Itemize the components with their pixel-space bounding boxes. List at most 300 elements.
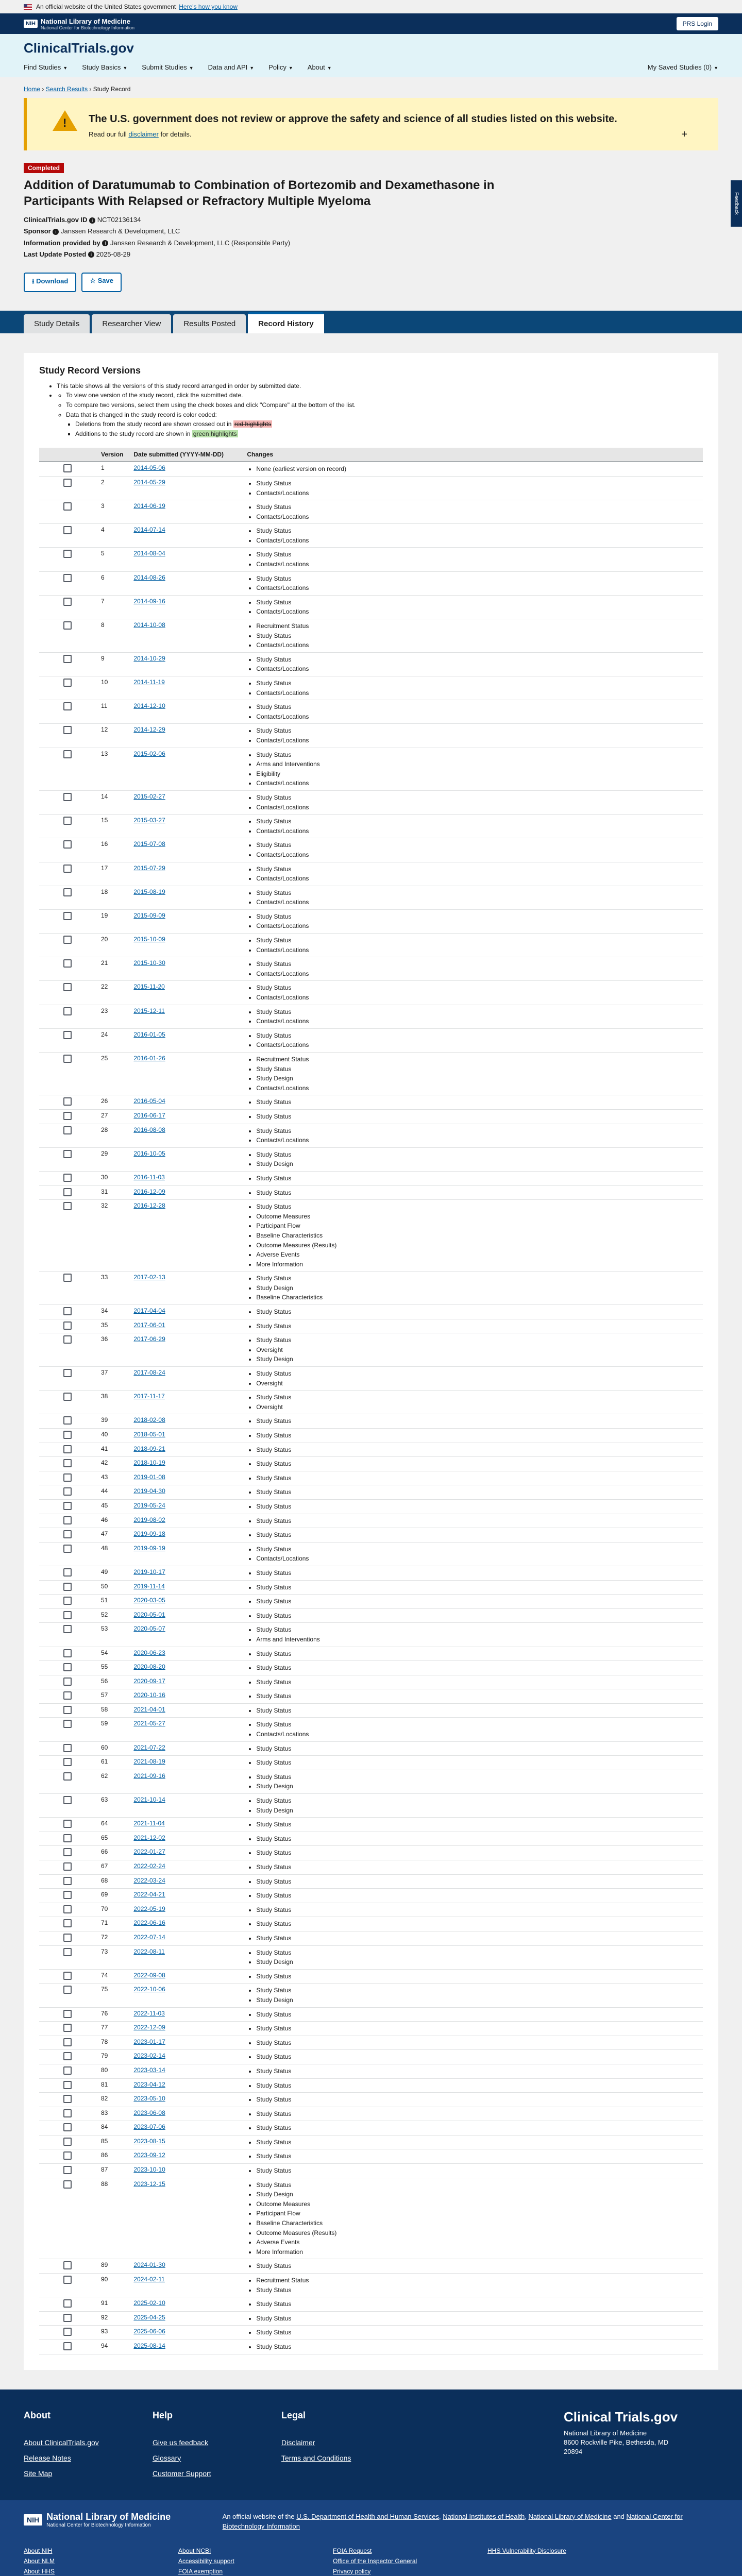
- tab-study-details[interactable]: Study Details: [24, 314, 90, 333]
- breadcrumb-separator-icon: ›: [89, 86, 93, 93]
- version-date-link[interactable]: 2019-04-30: [133, 1487, 165, 1495]
- footer-link[interactable]: About HHS: [24, 2567, 55, 2575]
- footer-link[interactable]: Customer Support: [153, 2469, 211, 2478]
- change-item: • Study Design: [256, 1074, 698, 1083]
- version-date-link[interactable]: 2014-07-14: [133, 526, 165, 534]
- nav-study-basics[interactable]: [82, 63, 127, 71]
- version-date-link[interactable]: 2014-05-29: [133, 478, 165, 486]
- compare-checkbox[interactable]: [63, 1393, 72, 1401]
- table-row: [39, 748, 703, 790]
- version-date-link[interactable]: 2017-11-17: [133, 1393, 165, 1400]
- version-date-link[interactable]: 2023-07-06: [133, 2123, 165, 2131]
- compare-checkbox[interactable]: [63, 1663, 72, 1671]
- version-date-link[interactable]: 2016-10-05: [133, 1149, 165, 1157]
- compare-checkbox[interactable]: [63, 726, 72, 734]
- version-changes: [242, 790, 703, 814]
- version-date-cell: [128, 790, 242, 814]
- compare-checkbox[interactable]: [63, 1126, 72, 1134]
- compare-checkbox[interactable]: [63, 2010, 72, 2018]
- footer-link[interactable]: Privacy policy: [333, 2567, 371, 2575]
- compare-checkbox[interactable]: [63, 1445, 72, 1453]
- version-date-link[interactable]: 2021-08-19: [133, 1758, 165, 1766]
- version-date-link[interactable]: 2023-04-12: [133, 2080, 165, 2088]
- compare-checkbox[interactable]: [63, 1530, 72, 1538]
- version-date-link[interactable]: 2016-08-08: [133, 1126, 165, 1133]
- version-date-cell: [128, 1647, 242, 1661]
- version-changes: [242, 1333, 703, 1367]
- compare-checkbox[interactable]: [63, 1720, 72, 1728]
- compare-checkbox[interactable]: [63, 502, 72, 511]
- compare-checkbox[interactable]: [63, 1031, 72, 1039]
- version-date-link[interactable]: 2018-09-21: [133, 1445, 165, 1452]
- save-button[interactable]: [81, 273, 122, 292]
- row-checkbox-cell: [39, 1005, 96, 1028]
- version-date-link[interactable]: 2017-08-24: [133, 1369, 165, 1377]
- version-date-link[interactable]: 2019-10-17: [133, 1568, 165, 1575]
- version-date-link[interactable]: 2020-06-23: [133, 1649, 165, 1656]
- compare-checkbox[interactable]: [63, 1934, 72, 1942]
- row-checkbox-cell: [39, 1429, 96, 1443]
- version-date-link[interactable]: 2023-06-08: [133, 2109, 165, 2116]
- version-date-link[interactable]: 2019-09-19: [133, 1544, 165, 1552]
- ncbi-link[interactable]: National Center for Biotechnology Information: [222, 2512, 683, 2531]
- row-checkbox-cell: [39, 524, 96, 548]
- version-number: 29: [96, 1147, 128, 1171]
- version-date-cell: [128, 1414, 242, 1429]
- compare-checkbox[interactable]: [63, 1202, 72, 1210]
- compare-checkbox[interactable]: [63, 1150, 72, 1158]
- version-date-link[interactable]: 2025-02-10: [133, 2299, 165, 2307]
- compare-checkbox[interactable]: [63, 655, 72, 663]
- version-date-link[interactable]: 2017-04-04: [133, 1307, 165, 1315]
- version-changes: [242, 1028, 703, 1052]
- version-date-link[interactable]: 2016-11-03: [133, 1173, 165, 1181]
- compare-checkbox[interactable]: [63, 1502, 72, 1510]
- version-number: 93: [96, 2326, 128, 2340]
- version-date-link[interactable]: 2020-09-17: [133, 1677, 165, 1685]
- table-row: [39, 1414, 703, 1429]
- compare-checkbox[interactable]: [63, 865, 72, 873]
- version-date-link[interactable]: 2021-10-14: [133, 1796, 165, 1804]
- compare-checkbox[interactable]: [63, 1369, 72, 1377]
- version-date-link[interactable]: 2019-11-14: [133, 1582, 165, 1590]
- table-header-row: [39, 448, 703, 462]
- compare-checkbox[interactable]: [63, 2261, 72, 2269]
- compare-checkbox[interactable]: [63, 1516, 72, 1524]
- version-date-cell: [128, 2007, 242, 2022]
- compare-checkbox[interactable]: [63, 702, 72, 710]
- version-date-link[interactable]: 2022-01-27: [133, 1848, 165, 1856]
- version-date-link[interactable]: 2022-11-03: [133, 2009, 165, 2017]
- version-date-link[interactable]: 2019-05-24: [133, 1501, 165, 1509]
- nlm-sub: National Center for Biotechnology Information: [40, 25, 135, 30]
- version-date-link[interactable]: 2021-04-01: [133, 1705, 165, 1713]
- version-date-link[interactable]: 2020-05-01: [133, 1611, 165, 1618]
- info-icon[interactable]: i: [89, 217, 95, 224]
- version-date-link[interactable]: 2015-02-06: [133, 750, 165, 757]
- version-number: 38: [96, 1391, 128, 1414]
- compare-checkbox[interactable]: [63, 817, 72, 825]
- compare-checkbox[interactable]: [63, 1545, 72, 1553]
- compare-checkbox[interactable]: [63, 1188, 72, 1196]
- version-number: 94: [96, 2340, 128, 2354]
- info-icon[interactable]: i: [102, 240, 108, 246]
- footer-link[interactable]: About NLM: [24, 2557, 55, 2565]
- version-date-link[interactable]: 2019-01-08: [133, 1473, 165, 1481]
- version-date-link[interactable]: 2019-09-18: [133, 1530, 165, 1538]
- footer-link[interactable]: Glossary: [153, 2453, 181, 2462]
- heres-how-link[interactable]: Here's how you know: [179, 3, 238, 10]
- nav-about[interactable]: [308, 63, 332, 71]
- version-date-link[interactable]: 2022-06-16: [133, 1919, 165, 1927]
- version-date-link[interactable]: 2023-10-10: [133, 2166, 165, 2174]
- compare-checkbox[interactable]: [63, 1891, 72, 1899]
- version-date-link[interactable]: 2014-11-19: [133, 679, 165, 686]
- table-row: [39, 1770, 703, 1793]
- change-item: • Study Status: [256, 1007, 698, 1017]
- footer-link[interactable]: HHS Vulnerability Disclosure: [487, 2547, 566, 2554]
- footer-link[interactable]: Accessibility support: [178, 2557, 234, 2565]
- version-date-link[interactable]: 2015-11-20: [133, 983, 165, 991]
- compare-checkbox[interactable]: [63, 1919, 72, 1927]
- version-date-link[interactable]: 2015-08-19: [133, 888, 165, 895]
- version-date-link[interactable]: 2024-02-11: [133, 2276, 165, 2283]
- footer-nlm-logo[interactable]: [24, 2512, 213, 2528]
- compare-checkbox[interactable]: [63, 959, 72, 968]
- compare-checkbox[interactable]: [63, 550, 72, 558]
- change-item: • Recruitment Status: [256, 2276, 698, 2285]
- download-button[interactable]: [24, 273, 76, 292]
- compare-checkbox[interactable]: [63, 2066, 72, 2075]
- compare-checkbox[interactable]: [63, 574, 72, 582]
- meta-info: [24, 238, 718, 249]
- nav-saved-studies[interactable]: [648, 63, 718, 71]
- version-number: 65: [96, 1832, 128, 1846]
- version-date-link[interactable]: 2025-04-25: [133, 2313, 165, 2321]
- version-date-link[interactable]: 2016-06-17: [133, 1111, 165, 1119]
- compare-checkbox[interactable]: [63, 1905, 72, 1913]
- change-item: • Contacts/Locations: [256, 736, 698, 745]
- info-icon[interactable]: i: [88, 251, 94, 258]
- compare-checkbox[interactable]: [63, 2151, 72, 2160]
- version-date-link[interactable]: 2023-08-15: [133, 2137, 165, 2145]
- nlm-logo[interactable]: [24, 18, 134, 30]
- compare-checkbox[interactable]: [63, 2314, 72, 2322]
- compare-checkbox[interactable]: [63, 2109, 72, 2117]
- content-wrap: [0, 333, 742, 2370]
- version-date-link[interactable]: 2018-02-08: [133, 1416, 165, 1424]
- compare-checkbox[interactable]: [63, 1758, 72, 1766]
- compare-checkbox[interactable]: [63, 936, 72, 944]
- change-item: • Arms and Interventions: [256, 759, 698, 769]
- prs-login-button[interactable]: PRS Login: [677, 17, 718, 30]
- compare-checkbox[interactable]: [63, 1321, 72, 1330]
- compare-checkbox[interactable]: [63, 2138, 72, 2146]
- site-brand[interactable]: ClinicalTrials.gov: [24, 40, 134, 56]
- footer-link[interactable]: Terms and Conditions: [281, 2453, 351, 2462]
- footer-link[interactable]: Release Notes: [24, 2453, 71, 2462]
- info-icon[interactable]: i: [53, 229, 59, 235]
- change-item: • Study Status: [256, 1188, 698, 1198]
- version-changes: [242, 2164, 703, 2178]
- compare-checkbox[interactable]: [63, 888, 72, 896]
- version-date-link[interactable]: 2015-07-29: [133, 864, 165, 872]
- version-date-link[interactable]: 2020-05-07: [133, 1625, 165, 1633]
- version-date-link[interactable]: 2014-08-26: [133, 573, 165, 581]
- compare-checkbox[interactable]: [63, 1307, 72, 1315]
- compare-checkbox[interactable]: [63, 1625, 72, 1633]
- version-date-link[interactable]: 2024-01-30: [133, 2261, 165, 2269]
- compare-checkbox[interactable]: [63, 1848, 72, 1856]
- version-date-link[interactable]: 2020-08-20: [133, 1663, 165, 1671]
- row-checkbox-cell: [39, 1689, 96, 1704]
- breadcrumb-home[interactable]: Home: [24, 86, 41, 93]
- version-number: 32: [96, 1200, 128, 1272]
- compare-checkbox[interactable]: [63, 1487, 72, 1496]
- version-date-link[interactable]: 2022-09-08: [133, 1971, 165, 1979]
- compare-checkbox[interactable]: [63, 1055, 72, 1063]
- version-date-link[interactable]: 2015-02-27: [133, 792, 165, 800]
- version-date-link[interactable]: 2015-10-30: [133, 959, 165, 967]
- version-date-link[interactable]: 2015-09-09: [133, 911, 165, 919]
- version-date-link[interactable]: 2016-05-04: [133, 1097, 165, 1105]
- footer-link[interactable]: Disclaimer: [281, 2438, 315, 2447]
- compare-checkbox[interactable]: [63, 1772, 72, 1781]
- compare-checkbox[interactable]: [63, 1274, 72, 1282]
- compare-checkbox[interactable]: [63, 912, 72, 920]
- footer-link[interactable]: Site Map: [24, 2469, 53, 2478]
- table-row: [39, 1756, 703, 1770]
- breadcrumb-search[interactable]: Search Results: [45, 86, 88, 93]
- nlm-link[interactable]: National Library of Medicine: [528, 2512, 612, 2520]
- compare-checkbox[interactable]: [63, 1473, 72, 1482]
- footer-addr: 8600 Rockville Pike, Bethesda, MD: [564, 2438, 669, 2446]
- version-date-link[interactable]: 2021-05-27: [133, 1720, 165, 1727]
- compare-checkbox[interactable]: [63, 2123, 72, 2131]
- change-item: • Study Status: [256, 1972, 698, 1981]
- compare-checkbox[interactable]: [63, 1335, 72, 1344]
- compare-checkbox[interactable]: [63, 2180, 72, 2189]
- compare-checkbox[interactable]: [63, 1649, 72, 1657]
- compare-checkbox[interactable]: [63, 750, 72, 758]
- version-date-link[interactable]: 2021-07-22: [133, 1743, 165, 1751]
- compare-checkbox[interactable]: [63, 1948, 72, 1956]
- compare-checkbox[interactable]: [63, 1611, 72, 1619]
- compare-checkbox[interactable]: [63, 2328, 72, 2336]
- version-date-cell: [128, 1272, 242, 1305]
- version-date-link[interactable]: 2014-10-29: [133, 654, 165, 662]
- compare-checkbox[interactable]: [63, 793, 72, 801]
- row-checkbox-cell: [39, 1053, 96, 1095]
- version-date-link[interactable]: 2025-06-06: [133, 2328, 165, 2335]
- version-date-link[interactable]: 2015-03-27: [133, 817, 165, 824]
- compare-checkbox[interactable]: [63, 1007, 72, 1015]
- version-date-link[interactable]: 2017-06-01: [133, 1321, 165, 1329]
- version-date-link[interactable]: 2022-07-14: [133, 1933, 165, 1941]
- footer-link[interactable]: FOIA exemption: [178, 2567, 223, 2575]
- version-date-link[interactable]: 2023-03-14: [133, 2066, 165, 2074]
- version-date-link[interactable]: 2016-01-26: [133, 1055, 165, 1062]
- compare-checkbox[interactable]: [63, 1744, 72, 1752]
- hhs-link[interactable]: U.S. Department of Health and Human Services: [296, 2512, 439, 2520]
- table-row: [39, 2259, 703, 2274]
- compare-checkbox[interactable]: [63, 1174, 72, 1182]
- version-changes: [242, 524, 703, 548]
- footer-link[interactable]: Office of the Inspector General: [333, 2557, 417, 2565]
- footer-link[interactable]: FOIA Request: [333, 2547, 372, 2554]
- tab-results-posted[interactable]: Results Posted: [173, 314, 246, 333]
- version-date-link[interactable]: 2023-12-15: [133, 2180, 165, 2188]
- compare-checkbox[interactable]: [63, 2166, 72, 2174]
- version-date-link[interactable]: 2014-05-06: [133, 464, 165, 472]
- compare-checkbox[interactable]: [63, 2342, 72, 2350]
- version-number: 64: [96, 1818, 128, 1832]
- table-row: [39, 1471, 703, 1485]
- compare-checkbox[interactable]: [63, 1972, 72, 1980]
- compare-checkbox[interactable]: [63, 2095, 72, 2103]
- compare-checkbox[interactable]: [63, 1877, 72, 1885]
- compare-checkbox[interactable]: [63, 679, 72, 687]
- version-date-link[interactable]: 2018-10-19: [133, 1459, 165, 1467]
- version-date-link[interactable]: 2021-11-04: [133, 1820, 165, 1827]
- tab-researcher-view[interactable]: Researcher View: [92, 314, 171, 333]
- compare-checkbox[interactable]: [63, 526, 72, 534]
- footer-link[interactable]: About NCBI: [178, 2547, 211, 2554]
- version-number: 87: [96, 2164, 128, 2178]
- expand-plus-icon[interactable]: +: [681, 129, 687, 140]
- version-date-cell: [128, 676, 242, 700]
- version-date-link[interactable]: 2022-08-11: [133, 1947, 165, 1955]
- version-changes: [242, 1471, 703, 1485]
- compare-checkbox[interactable]: [63, 598, 72, 606]
- table-row: [39, 1429, 703, 1443]
- compare-checkbox[interactable]: [63, 983, 72, 991]
- compare-checkbox[interactable]: [63, 2038, 72, 2046]
- compare-checkbox[interactable]: [63, 2276, 72, 2284]
- compare-checkbox[interactable]: [63, 1691, 72, 1700]
- version-date-link[interactable]: 2021-12-02: [133, 1834, 165, 1841]
- version-date-link[interactable]: 2017-02-13: [133, 1274, 165, 1281]
- table-row: [39, 700, 703, 724]
- compare-checkbox[interactable]: [63, 1986, 72, 1994]
- version-date-link[interactable]: 2019-08-02: [133, 1516, 165, 1523]
- compare-checkbox[interactable]: [63, 1568, 72, 1577]
- row-checkbox-cell: [39, 815, 96, 838]
- version-date-link[interactable]: 2020-03-05: [133, 1597, 165, 1604]
- table-row: [39, 1661, 703, 1675]
- meta-info-value: Janssen Research & Development, LLC (Responsible Party): [110, 239, 291, 247]
- version-date-link[interactable]: 2022-05-19: [133, 1905, 165, 1912]
- version-date-link[interactable]: 2023-09-12: [133, 2151, 165, 2159]
- version-date-link[interactable]: 2022-03-24: [133, 1876, 165, 1884]
- compare-checkbox[interactable]: [63, 2081, 72, 2089]
- footer-link[interactable]: About ClinicalTrials.gov: [24, 2438, 99, 2447]
- version-date-link[interactable]: 2016-01-05: [133, 1030, 165, 1038]
- compare-checkbox[interactable]: [63, 479, 72, 487]
- nav-find-studies[interactable]: [24, 63, 68, 71]
- compare-checkbox[interactable]: [63, 2024, 72, 2032]
- version-date-link[interactable]: 2020-10-16: [133, 1691, 165, 1699]
- version-number: 18: [96, 886, 128, 909]
- compare-checkbox[interactable]: [63, 1597, 72, 1605]
- version-date-cell: [128, 1874, 242, 1889]
- version-number: 16: [96, 838, 128, 862]
- version-number: 79: [96, 2050, 128, 2064]
- nav-data-api[interactable]: [208, 63, 255, 71]
- compare-checkbox[interactable]: [63, 2052, 72, 2060]
- nav-submit-studies[interactable]: [142, 63, 193, 71]
- compare-checkbox[interactable]: [63, 1706, 72, 1714]
- table-row: [39, 1053, 703, 1095]
- table-row: [39, 1566, 703, 1580]
- version-changes: [242, 700, 703, 724]
- version-date-link[interactable]: 2016-12-28: [133, 1202, 165, 1210]
- feedback-tab[interactable]: Feedback: [731, 180, 742, 227]
- version-date-link[interactable]: 2023-02-14: [133, 2052, 165, 2060]
- compare-checkbox[interactable]: [63, 1677, 72, 1686]
- version-date-link[interactable]: 2015-12-11: [133, 1007, 165, 1014]
- compare-checkbox[interactable]: [63, 464, 72, 472]
- version-date-link[interactable]: 2015-10-09: [133, 936, 165, 943]
- compare-checkbox[interactable]: [63, 1820, 72, 1828]
- version-date-link[interactable]: 2017-06-29: [133, 1335, 165, 1343]
- version-date-link[interactable]: 2022-12-09: [133, 2024, 165, 2031]
- change-item: • Study Design: [256, 1283, 698, 1293]
- version-date-link[interactable]: 2022-10-06: [133, 1986, 165, 1993]
- version-date-link[interactable]: 2025-08-14: [133, 2342, 165, 2349]
- version-changes: [242, 838, 703, 862]
- version-date-link[interactable]: 2023-01-17: [133, 2038, 165, 2045]
- version-date-link[interactable]: 2022-04-21: [133, 1891, 165, 1899]
- version-date-link[interactable]: 2014-09-16: [133, 597, 165, 605]
- version-date-link[interactable]: 2014-06-19: [133, 502, 165, 510]
- compare-checkbox[interactable]: [63, 2299, 72, 2308]
- compare-checkbox[interactable]: [63, 1583, 72, 1591]
- compare-checkbox[interactable]: [63, 1416, 72, 1425]
- compare-checkbox[interactable]: [63, 621, 72, 630]
- version-date-link[interactable]: 2023-05-10: [133, 2095, 165, 2103]
- version-date-link[interactable]: 2014-08-04: [133, 550, 165, 557]
- version-date-link[interactable]: 2021-09-16: [133, 1772, 165, 1780]
- footer-brand-name[interactable]: Clinical Trials.gov: [564, 2409, 678, 2425]
- compare-checkbox[interactable]: [63, 1862, 72, 1871]
- version-changes: [242, 2050, 703, 2064]
- footer-link[interactable]: Give us feedback: [153, 2438, 209, 2447]
- compare-checkbox[interactable]: [63, 1459, 72, 1467]
- tab-record-history[interactable]: Record History: [248, 312, 324, 333]
- version-date-link[interactable]: 2014-12-10: [133, 702, 165, 710]
- nih-link[interactable]: National Institutes of Health: [443, 2512, 525, 2520]
- compare-checkbox[interactable]: [63, 1834, 72, 1842]
- version-changes: [242, 1272, 703, 1305]
- compare-checkbox[interactable]: [63, 1431, 72, 1439]
- version-date-link[interactable]: 2018-05-01: [133, 1431, 165, 1438]
- version-date-link[interactable]: 2022-02-24: [133, 1862, 165, 1870]
- nav-policy[interactable]: [268, 63, 293, 71]
- version-date-link[interactable]: 2014-10-08: [133, 621, 165, 629]
- footer-link[interactable]: About NIH: [24, 2547, 53, 2554]
- compare-checkbox[interactable]: [63, 1097, 72, 1106]
- change-item: • Contacts/Locations: [256, 874, 698, 884]
- version-date-link[interactable]: 2014-12-29: [133, 726, 165, 734]
- disclaimer-link[interactable]: disclaimer: [128, 130, 159, 138]
- version-date-link[interactable]: 2015-07-08: [133, 840, 165, 848]
- compare-checkbox[interactable]: [63, 1796, 72, 1804]
- version-date-link[interactable]: 2016-12-09: [133, 1188, 165, 1195]
- compare-checkbox[interactable]: [63, 1112, 72, 1120]
- compare-checkbox[interactable]: [63, 840, 72, 849]
- version-number: 61: [96, 1756, 128, 1770]
